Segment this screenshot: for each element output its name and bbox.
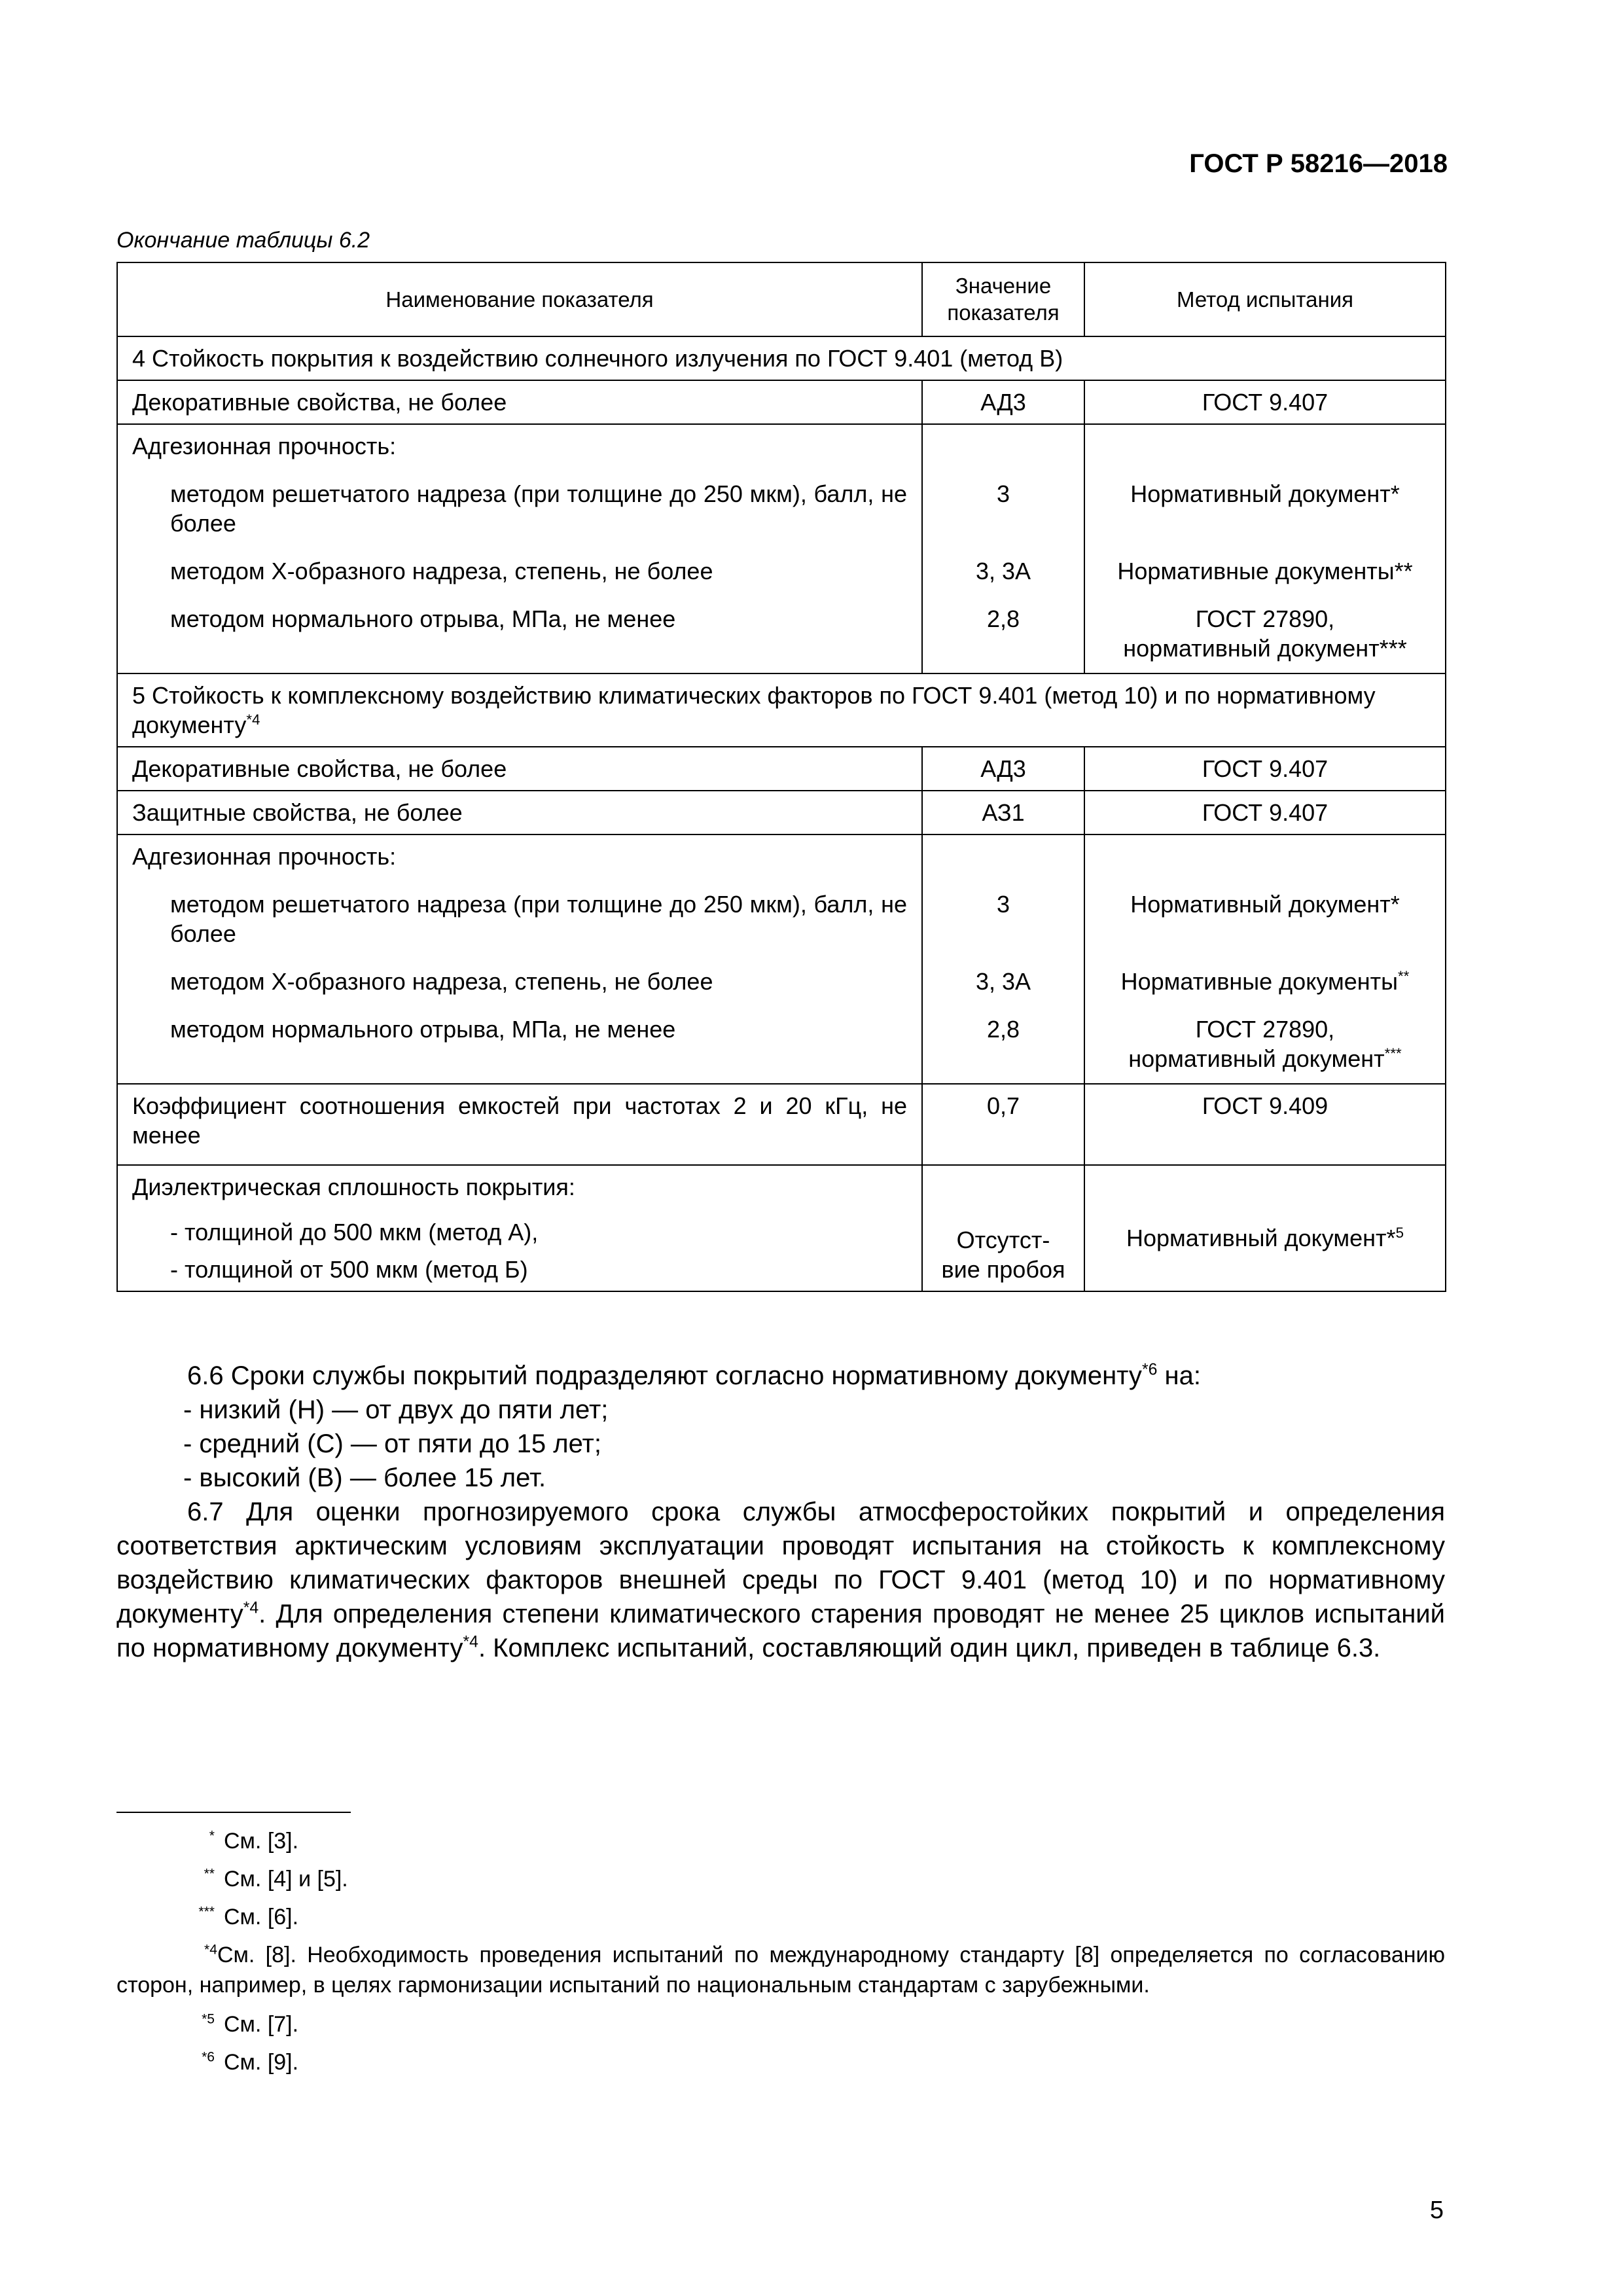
section-4-row (117, 336, 1446, 380)
cell-value: 0,7 (922, 1084, 1084, 1165)
clause-6-6-text-b: на: (1157, 1361, 1201, 1390)
table-header-row (117, 262, 1446, 336)
properties-table (116, 262, 1446, 1292)
method-lattice-cut: Нормативный документ* (1130, 890, 1400, 918)
footnote-ref: *4 (463, 1633, 478, 1651)
footnote (116, 2009, 1445, 2039)
header-test-method: Метод испытания (1084, 262, 1446, 336)
table-caption: Окончание таблицы 6.2 (116, 228, 370, 253)
footnote-ref: *** (1384, 1045, 1402, 1062)
footnote (116, 2047, 1445, 2077)
adhesion-pull-off: методом нормального отрыва, МПа, не менее (170, 605, 676, 632)
cell-name (117, 424, 922, 673)
clause-6-7-text-c: . Комплекс испытаний, составляющий один цикл, приведен в таблице 6.3. (478, 1634, 1381, 1662)
method-pull-off-1: ГОСТ 27890, (1195, 605, 1335, 632)
value-x-cut: 3, 3А (975, 557, 1031, 584)
section-4-title: 4 Стойкость покрытия к воздействию солнечного излучения по ГОСТ 9.401 (метод В) (117, 336, 1446, 380)
footnote-separator (116, 1812, 351, 1813)
adhesion-title: Адгезионная прочность: (132, 432, 397, 459)
cell-method: ГОСТ 9.407 (1084, 747, 1446, 791)
table-row (117, 380, 1446, 424)
clause-6-6-lead (116, 1359, 1445, 1393)
clause-6-6-text-a: 6.6 Сроки службы покрытий подразделяют согласно нормативному документу (187, 1361, 1142, 1390)
document-code: ГОСТ Р 58216—2018 (1189, 149, 1448, 178)
method-pull-off-1: ГОСТ 27890, (1195, 1015, 1335, 1043)
value-lattice-cut: 3 (996, 890, 1010, 918)
header-indicator-name: Наименование показателя (117, 262, 922, 336)
cell-name: Декоративные свойства, не более (117, 380, 922, 424)
section-5-title (117, 673, 1446, 747)
footnote (116, 1940, 1445, 2000)
cell-name: Защитные свойства, не более (117, 791, 922, 834)
footnote-text: См. [8]. Необходимость проведения испытаний по международному стандарту [8] определяется по согласованию сторон, например, в целях гармонизации испытаний по национальным стандартам с зарубежными. (116, 1943, 1445, 1998)
footnote (116, 1864, 1445, 1894)
footnote-text: См. [7]. (224, 2012, 299, 2037)
footnote (116, 1826, 1445, 1856)
footnote (116, 1902, 1445, 1932)
table-row (117, 834, 1446, 1084)
section-5-text: 5 Стойкость к комплексному воздействию климатических факторов по ГОСТ 9.401 (метод 10) и по нормативному документу (132, 681, 1376, 738)
dielectric-title: Диэлектрическая сплошность покрытия: (132, 1173, 575, 1200)
adhesion-x-cut: методом Х-образного надреза, степень, не более (170, 557, 713, 584)
value-pull-off: 2,8 (986, 1015, 1020, 1043)
method-x-cut (1099, 967, 1431, 996)
cell-method (1084, 424, 1446, 673)
cell-method: ГОСТ 9.407 (1084, 380, 1446, 424)
footnote-mark: *5 (202, 2011, 215, 2027)
footnote-mark: *4 (204, 1942, 217, 1958)
adhesion-lattice-cut: методом решетчатого надреза (при толщине до 250 мкм), балл, не более (170, 890, 907, 947)
dielectric-item-2: - толщиной от 500 мкм (метод Б) (170, 1255, 528, 1283)
cell-name: Декоративные свойства, не более (117, 747, 922, 791)
clause-6-6 (116, 1359, 1445, 1495)
method-lattice-cut: Нормативный документ* (1130, 480, 1400, 507)
cell-value (922, 834, 1084, 1084)
table-row (117, 1084, 1446, 1165)
table-row (117, 747, 1446, 791)
cell-value (922, 1165, 1084, 1291)
header-indicator-value: Значение показателя (922, 262, 1084, 336)
table-row (117, 1165, 1446, 1291)
cell-value: АД3 (922, 747, 1084, 791)
cell-name (117, 834, 922, 1084)
cell-name (117, 1165, 922, 1291)
adhesion-pull-off: методом нормального отрыва, МПа, не менее (170, 1015, 676, 1043)
list-item: - средний (С) — от пяти до 15 лет; (183, 1429, 601, 1458)
table-row (117, 424, 1446, 673)
footnote-ref: *4 (243, 1599, 259, 1617)
cell-method (1084, 834, 1446, 1084)
clause-6-7-text-a: 6.7 Для оценки прогнозируемого срока службы атмосферостойких покрытий и определения соответствия арктическим условиям эксплуатации проводят испытания на стойкость к комплексному воздействию климатических факторов внешней среды по ГОСТ 9.401 (метод 10) и по нормативному документу (116, 1498, 1445, 1628)
footnote-text: См. [6]. (224, 1905, 299, 1929)
clause-6-7 (116, 1495, 1445, 1665)
section-5-row (117, 673, 1446, 747)
footnote-ref: *6 (1141, 1361, 1158, 1379)
footnote-ref: 5 (1395, 1224, 1404, 1241)
cell-method: ГОСТ 9.409 (1084, 1084, 1446, 1165)
footnote-text: См. [9]. (224, 2050, 299, 2075)
footnote-text: См. [4] и [5]. (224, 1867, 348, 1892)
method-x-cut: Нормативные документы** (1117, 557, 1413, 584)
dielectric-item-1: - толщиной до 500 мкм (метод А), (170, 1218, 539, 1246)
method-pull-off-text: нормативный документ (1128, 1045, 1385, 1072)
method-pull-off-2: нормативный документ*** (1123, 634, 1407, 662)
dielectric-value-1: Отсутст- (956, 1226, 1050, 1253)
clause-6-7-text-b: . Для определения степени климатического старения проводят не менее 25 циклов испытаний по нормативному документу (116, 1600, 1445, 1662)
footnote-mark: * (209, 1828, 215, 1844)
footnote-mark: ** (204, 1866, 215, 1882)
cell-value: АД3 (922, 380, 1084, 424)
footnote-ref: ** (1397, 967, 1410, 984)
table-row (117, 791, 1446, 834)
cell-value (922, 424, 1084, 673)
footnote-mark: *** (198, 1904, 215, 1920)
footnote-ref: *4 (246, 711, 260, 728)
dielectric-method: Нормативный документ* (1126, 1224, 1396, 1251)
adhesion-x-cut: методом Х-образного надреза, степень, не более (170, 967, 713, 995)
page-number: 5 (1429, 2197, 1444, 2224)
adhesion-lattice-cut: методом решетчатого надреза (при толщине до 250 мкм), балл, не более (170, 480, 907, 537)
list-item: - высокий (В) — более 15 лет. (183, 1463, 546, 1492)
list-item: - низкий (Н) — от двух до пяти лет; (183, 1395, 609, 1424)
value-lattice-cut: 3 (996, 480, 1010, 507)
adhesion-title: Адгезионная прочность: (132, 842, 397, 870)
value-x-cut: 3, 3А (975, 967, 1031, 995)
cell-method: ГОСТ 9.407 (1084, 791, 1446, 834)
method-pull-off-2 (1099, 1044, 1431, 1073)
method-x-cut-text: Нормативные документы (1120, 967, 1398, 995)
value-pull-off: 2,8 (986, 605, 1020, 632)
footnote-text: См. [3]. (224, 1829, 299, 1854)
cell-value: АЗ1 (922, 791, 1084, 834)
dielectric-value-2: вие пробоя (941, 1255, 1065, 1283)
footnote-mark: *6 (202, 2049, 215, 2065)
cell-method (1084, 1165, 1446, 1291)
cell-name: Коэффициент соотношения емкостей при частотах 2 и 20 кГц, не менее (117, 1084, 922, 1165)
